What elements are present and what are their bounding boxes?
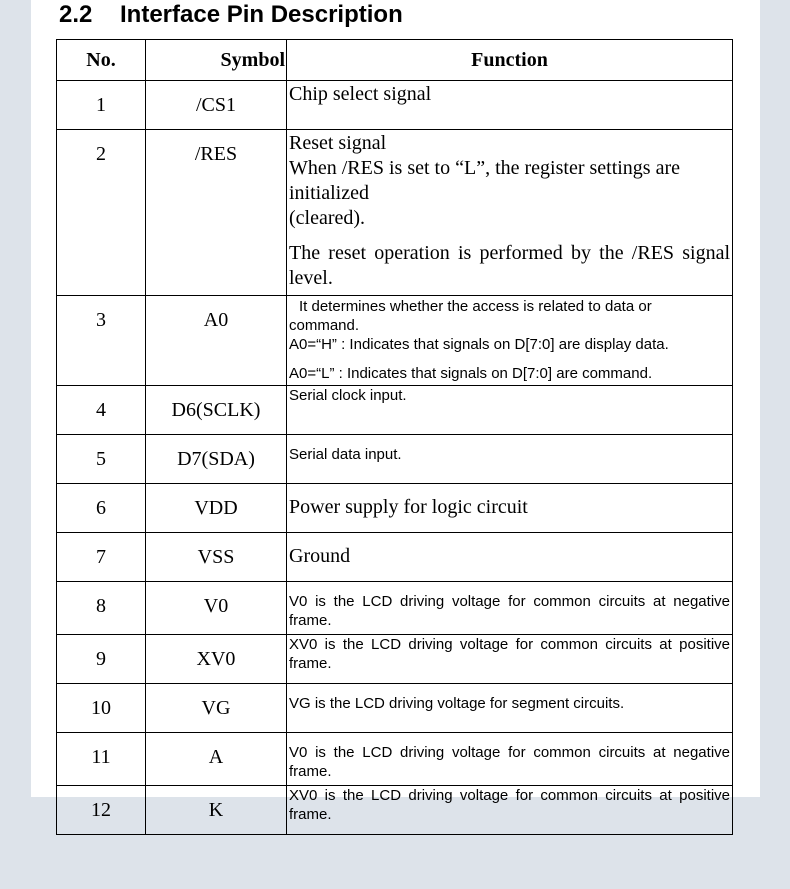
table-row bbox=[57, 296, 733, 386]
function-line: A0=“H” : Indicates that signals on D[7:0] are display data. bbox=[289, 336, 669, 353]
pin-function bbox=[287, 684, 733, 733]
pin-number: 9 bbox=[57, 635, 146, 684]
pin-number: 5 bbox=[57, 435, 146, 484]
pin-number: 11 bbox=[57, 733, 146, 786]
pin-number: 8 bbox=[57, 582, 146, 635]
table-row bbox=[57, 386, 733, 435]
table-row bbox=[57, 435, 733, 484]
table-row bbox=[57, 786, 733, 835]
pin-function bbox=[287, 296, 733, 386]
pin-description-table bbox=[56, 39, 733, 835]
function-line: Ground bbox=[289, 545, 351, 567]
pin-number: 12 bbox=[57, 786, 146, 835]
function-line: Serial clock input. bbox=[289, 387, 407, 404]
table-row bbox=[57, 684, 733, 733]
pin-symbol: D6(SCLK) bbox=[146, 386, 287, 435]
function-line: Serial data input. bbox=[289, 446, 402, 463]
section-heading bbox=[59, 0, 403, 30]
pin-symbol: A bbox=[146, 733, 287, 786]
pin-function bbox=[287, 635, 733, 684]
pin-symbol: VDD bbox=[146, 484, 287, 533]
header-function: Function bbox=[287, 40, 733, 81]
section-number: 2.2 bbox=[59, 1, 93, 28]
pin-function bbox=[287, 81, 733, 130]
pin-symbol: /CS1 bbox=[146, 81, 287, 130]
pin-function bbox=[287, 733, 733, 786]
section-title: Interface Pin Description bbox=[120, 1, 403, 28]
function-line: XV0 is the LCD driving voltage for common circuits at positive frame. bbox=[289, 787, 730, 823]
table-header-row bbox=[57, 40, 733, 81]
function-line: A0=“L” : Indicates that signals on D[7:0] are command. bbox=[289, 365, 653, 382]
pin-function bbox=[287, 130, 733, 296]
pin-symbol: VSS bbox=[146, 533, 287, 582]
pin-number: 6 bbox=[57, 484, 146, 533]
pin-number: 7 bbox=[57, 533, 146, 582]
pin-symbol: XV0 bbox=[146, 635, 287, 684]
table-row bbox=[57, 484, 733, 533]
pin-function bbox=[287, 435, 733, 484]
function-line: Reset signal bbox=[289, 132, 387, 154]
table-row bbox=[57, 635, 733, 684]
function-line: V0 is the LCD driving voltage for common circuits at negative frame. bbox=[289, 593, 730, 629]
pin-symbol: A0 bbox=[146, 296, 287, 386]
pin-number: 1 bbox=[57, 81, 146, 130]
table-row bbox=[57, 582, 733, 635]
pin-number: 2 bbox=[57, 130, 146, 296]
pin-symbol: V0 bbox=[146, 582, 287, 635]
table-row bbox=[57, 733, 733, 786]
function-line: Chip select signal bbox=[289, 83, 432, 105]
table-row bbox=[57, 81, 733, 130]
pin-number: 10 bbox=[57, 684, 146, 733]
pin-symbol: /RES bbox=[146, 130, 287, 296]
function-line: (cleared). bbox=[289, 207, 366, 229]
function-line: V0 is the LCD driving voltage for common circuits at negative frame. bbox=[289, 744, 730, 780]
pin-symbol: K bbox=[146, 786, 287, 835]
pin-symbol: VG bbox=[146, 684, 287, 733]
function-line: It determines whether the access is related to data or command. bbox=[289, 298, 652, 334]
function-line: VG is the LCD driving voltage for segment circuits. bbox=[289, 695, 625, 712]
function-line: The reset operation is performed by the /RES signal level. bbox=[289, 242, 730, 289]
header-no: No. bbox=[57, 40, 146, 81]
pin-number: 4 bbox=[57, 386, 146, 435]
table-row bbox=[57, 130, 733, 296]
header-symbol: Symbol bbox=[146, 40, 287, 81]
pin-function bbox=[287, 386, 733, 435]
pin-function bbox=[287, 582, 733, 635]
pin-symbol: D7(SDA) bbox=[146, 435, 287, 484]
function-line: XV0 is the LCD driving voltage for common circuits at positive frame. bbox=[289, 636, 730, 672]
pin-number: 3 bbox=[57, 296, 146, 386]
function-line: Power supply for logic circuit bbox=[289, 496, 528, 518]
pin-function bbox=[287, 484, 733, 533]
pin-function bbox=[287, 533, 733, 582]
pin-function bbox=[287, 786, 733, 835]
function-line: When /RES is set to “L”, the register settings are initialized bbox=[289, 157, 681, 204]
table-row bbox=[57, 533, 733, 582]
